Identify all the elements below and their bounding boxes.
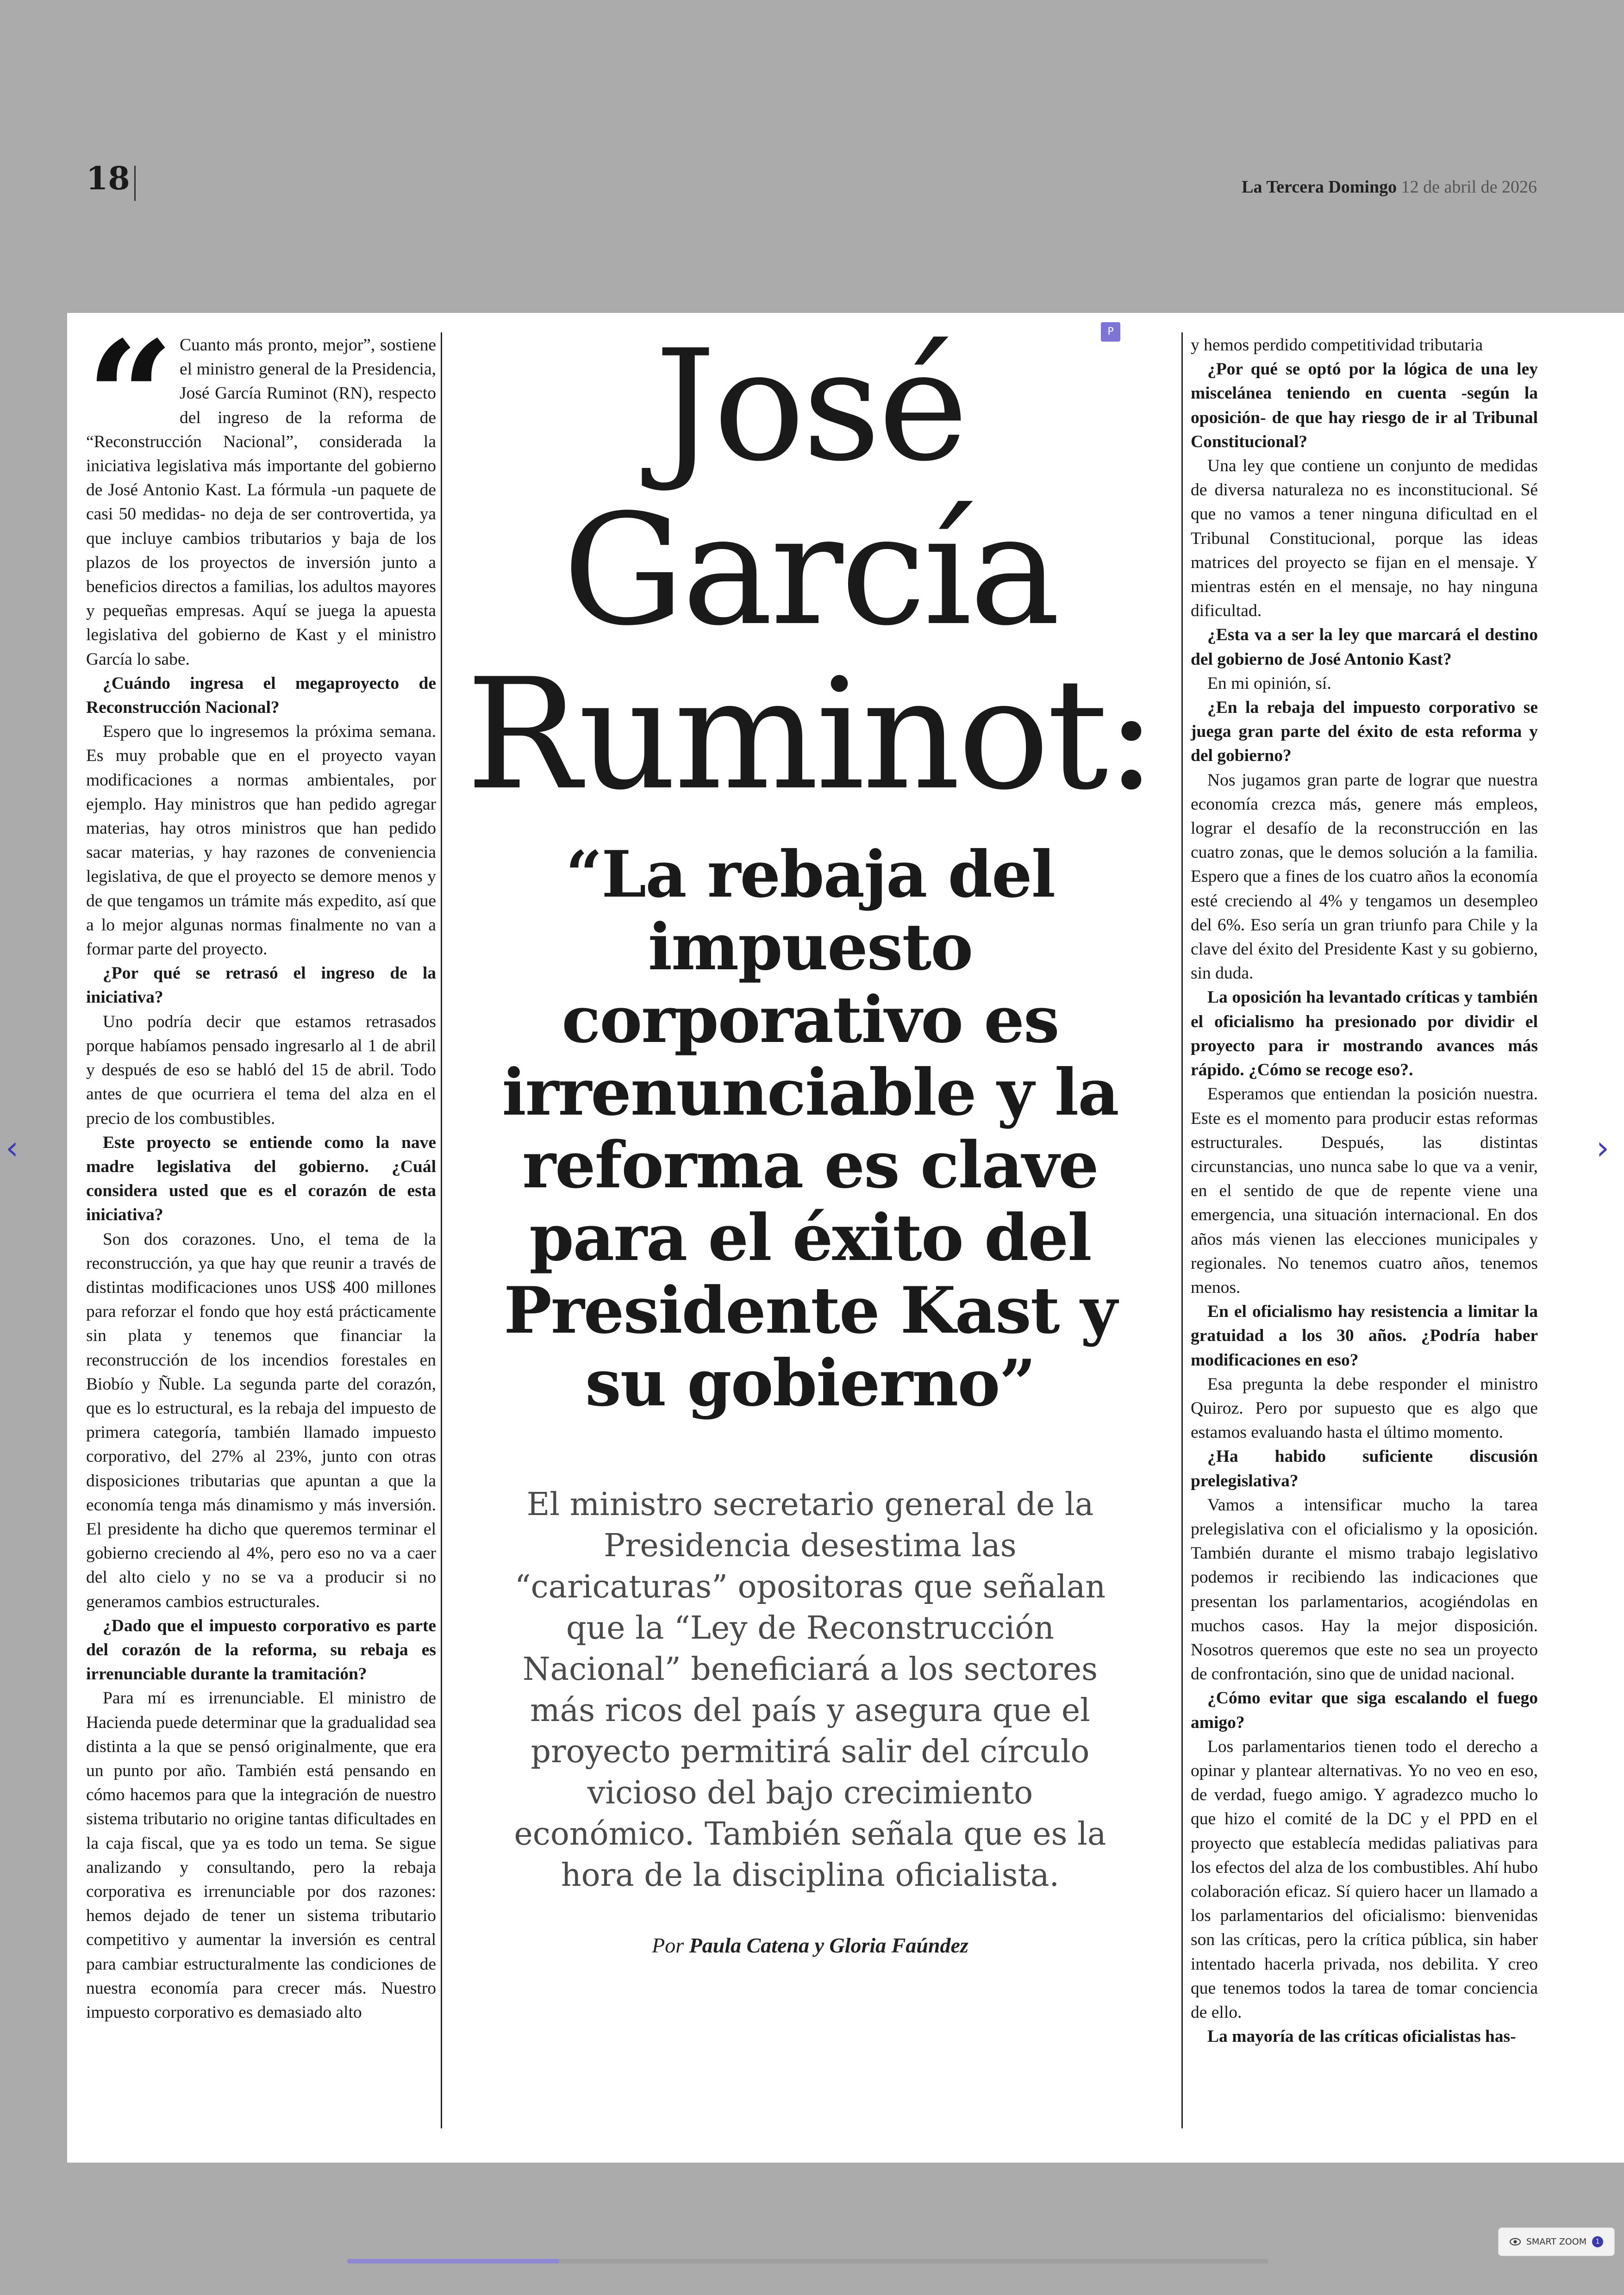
page-scroll-thumb[interactable] — [347, 2259, 559, 2264]
byline-authors: Paula Catena y Gloria Faúndez — [689, 1933, 968, 1957]
byline-prefix: Por — [652, 1933, 684, 1957]
interview-question: ¿Por qué se optó por la lógica de una ley miscelánea teniendo en cuenta -según la oposición- de que hay riesgo de ir al Tribunal Constitucional? — [1191, 360, 1538, 451]
interview-answer: Una ley que contiene un conjunto de medidas de diversa naturaleza no es inconstitucional. Sé que no vamos a tener ninguna dificultad en el Tribunal Constitucional, porque las ideas matrices del proyecto se fijan en el mensaje. Y mientras estén en el mensaje, no hay ninguna dificultad. — [1191, 456, 1538, 621]
interview-answer: Uno podría decir que estamos retrasados porque habíamos pensado ingresarlo al 1 de abril y después de eso se habló del 15 de abril. Todo antes de que ocurriera el tema del alza en el precio de los combustibles. — [86, 1012, 436, 1128]
interview-question: La mayoría de las críticas oficialistas has- — [1207, 2027, 1516, 2046]
publication-name: La Tercera Domingo — [1242, 177, 1397, 197]
right-text-column — [1191, 333, 1538, 2049]
smart-zoom-badge: 1 — [1592, 2236, 1603, 2247]
interview-question: Este proyecto se entiende como la nave madre legislativa del gobierno. ¿Cuál considera usted que es el corazón de esta iniciativa? — [86, 1133, 436, 1225]
interview-answer: Son dos corazones. Uno, el tema de la reconstrucción, ya que hay que reunir a través de distintas modificaciones unos US$ 400 millones para reforzar el fondo que hoy está prácticamente sin plata y tenemos que financiar la reconstrucción de los incendios forestales en Biobío y Ñuble. La segunda parte del corazón, que es lo estructural, es la rebaja del impuesto de primera categoría, también llamado impuesto corporativo, del 27% al 23%, junto con otras disposiciones tributarias que apuntan a que la economía tenga más dinamismo y más inversión. El presidente ha dicho que queremos terminar el gobierno creciendo al 4%, pero eso no va a caer del alto cielo y no se va a producir si no generamos cambios estructurales. — [86, 1229, 436, 1611]
interview-question: ¿Dado que el impuesto corporativo es parte del corazón de la reforma, su rebaja es irrenunciable durante la tramitación? — [86, 1616, 436, 1684]
smart-zoom-label: SMART ZOOM — [1526, 2237, 1587, 2247]
publication-date: 12 de abril de 2026 — [1401, 177, 1537, 197]
masthead — [1242, 177, 1537, 197]
article-dek: El ministro secretario general de la Presidencia desestima las “caricaturas” opositoras que señalan que la “Ley de Reconstrucción Nacional” beneficiará a los sectores más ricos del país y asegura que el proyecto permitirá salir del círculo vicioso del bajo crecimiento económico. También señala que es la hora de la disciplina oficialista. — [514, 1486, 1106, 1894]
page-header — [0, 0, 1624, 313]
interview-answer: Espero que lo ingresemos la próxima semana. Es muy probable que en el proyecto vayan modificaciones a normas ambientales, por ejemplo. Hay ministros que han pedido agregar materias, hay otros ministros que han pedido sacar materias, y hay razones de conveniencia legislativa, de que el proyecto se demore menos y de que tengamos un trámite más expedito, así que a lo mejor algunas normas finalmente no van a formar parte del proyecto. — [86, 722, 436, 959]
interview-answer: Esa pregunta la debe responder el ministro Quiroz. Pero por supuesto que es algo que estamos evaluando hasta el último momento. — [1191, 1374, 1538, 1442]
next-page-arrow-icon[interactable]: › — [1596, 1129, 1609, 1167]
byline — [500, 1933, 1120, 1958]
interview-question: En el oficialismo hay resistencia a limitar la gratuidad a los 30 años. ¿Podría haber modificaciones en eso? — [1191, 1302, 1538, 1370]
interview-question: ¿En la rebaja del impuesto corporativo se juega gran parte del éxito de esta reforma y del gobierno? — [1191, 698, 1538, 766]
left-text-column — [86, 307, 436, 2025]
interview-answer: Esperamos que entiendan la posición nuestra. Este es el momento para producir estas reformas estructurales. Después, las distintas circunstancias, uno nunca sabe lo que va a venir, en el sentido de que de repente viene una emergencia, una situación internacional. En dos años más vienen las elecciones municipales y regionales. No tenemos cuatro años, tenemos menos. — [1191, 1085, 1538, 1297]
interviewee-name — [454, 317, 1167, 823]
interview-answer: y hemos perdido competitividad tributaria — [1191, 336, 1483, 355]
page-number-divider — [134, 166, 136, 201]
headline-quote: “La rebaja del impuesto corporativo es irrenunciable y la reforma es clave para el éxito del Presidente Kast y su gobierno” — [502, 836, 1118, 1421]
interview-answer: Vamos a intensificar mucho la tarea prelegislativa con el oficialismo y la oposición. También durante el mismo trabajo legislativo podemos ir recibiendo las indicaciones que presentan los parlamentarios, acogiéndolas en muchos casos. Hay la mejor disposición. Nosotros queremos que este no sea un proyecto de confrontación, sino que de unidad nacional. — [1191, 1495, 1538, 1684]
interview-question: ¿Cuándo ingresa el megaproyecto de Reconstrucción Nacional? — [86, 674, 436, 717]
previous-page-arrow-icon[interactable]: ‹ — [6, 1129, 19, 1167]
interview-question: La oposición ha levantado críticas y también el oficialismo ha presionado por dividir el proyecto para ir mostrando avances más rápido. ¿Cómo se recoge eso?. — [1191, 988, 1538, 1080]
interview-answer: En mi opinión, sí. — [1207, 674, 1331, 693]
interview-question: ¿Esta va a ser la ley que marcará el destino del gobierno de José Antonio Kast? — [1191, 625, 1538, 669]
title-line: Ruminot: — [466, 646, 1155, 823]
left-column-rule — [441, 332, 442, 2128]
interview-answer: Los parlamentarios tienen todo el derecho a opinar y plantear alternativas. Yo no veo en eso, de verdad, fuego amigo. Y agradezco mucho lo que hizo el comité de la DC y el PPD en el proyecto que establecía medidas paliativas para los efectos del alza de los combustibles. Ahí hubo colaboración eficaz. Sí quiero hacer un llamado a los parlamentarios del oficialismo: bienvenidas son las críticas, pero la crítica pública, sin haber intentado hacerla privada, nos debilita. Y creo que tenemos todos la tarea de tomar conciencia de ello. — [1191, 1737, 1538, 2022]
interview-answer: Nos jugamos gran parte de lograr que nuestra economía crezca más, genere más empleos, lograr el desafío de la reconstrucción en las cuatro zonas, que le demos solución a la familia. Espero que a fines de los cuatro años la economía esté creciendo al 4% y tengamos un desempleo del 6%. Eso sería un gran triunfo para Chile y la clave del éxito del Presidente Kast y su gobierno, sin duda. — [1191, 770, 1538, 983]
drop-quote-mark: “ — [86, 307, 174, 487]
interview-question: ¿Por qué se retrasó el ingreso de la iniciativa? — [86, 964, 436, 1007]
title-line: José — [655, 317, 966, 495]
page-marker-icon[interactable]: P — [1101, 322, 1120, 342]
page-number: 18 — [86, 160, 130, 197]
interview-answer: Para mí es irrenunciable. El ministro de Hacienda puede determinar que la gradualidad sea distinta a la que se pensó originalmente, que era un punto por año. También está pensando en cómo hacemos para que la integración de nuestro sistema tributario no origine tantas dificultades en la caja fiscal, que ya es todo un tema. Se sigue analizando y consultando, pero la rebaja corporativa es irrenunciable por dos razones: hemos dejado de tener un sistema tributario competitivo y aumentar la inversión es central para cambiar estructuralmente las condiciones de nuestra economía para crecer más. Nuestro impuesto corporativo es demasiado alto — [86, 1689, 436, 2022]
page-scroll-track[interactable] — [347, 2259, 1268, 2264]
interview-answer: Cuanto más pronto, mejor”, sostiene el ministro general de la Presidencia, José García Ruminot (RN), respecto del ingreso de la reforma de “Reconstrucción Nacional”, considerada la iniciativa legislativa más importante del gobierno de José Antonio Kast. La fórmula -un paquete de casi 50 medidas- no deja de ser controvertida, ya que incluye cambios tributarios y baja de los plazos de los proyectos de inversión junto a beneficios directos a familias, los adultos mayores y pequeñas empresas. Aquí se juega la apuesta legislativa del gobierno de Kast y el ministro García lo sabe. — [86, 336, 436, 669]
right-column-rule — [1181, 332, 1183, 2128]
interview-question: ¿Cómo evitar que siga escalando el fuego amigo? — [1191, 1689, 1538, 1732]
smart-zoom-button[interactable] — [1498, 2227, 1615, 2256]
interview-question: ¿Ha habido suficiente discusión prelegislativa? — [1191, 1447, 1538, 1491]
eye-icon — [1510, 2238, 1521, 2245]
title-line: García — [562, 481, 1058, 659]
